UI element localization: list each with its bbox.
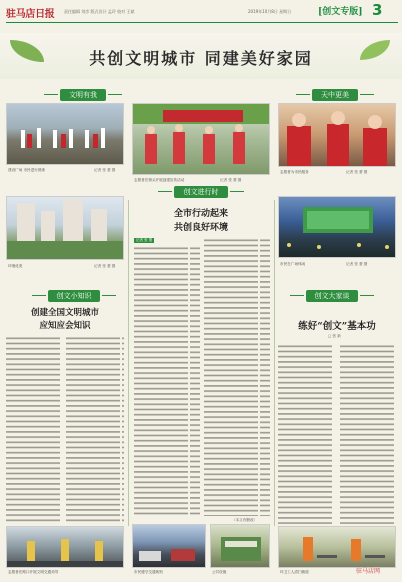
knowledge-text-column [66, 336, 124, 524]
photo-credit: 记者 张 蕾 摄 [346, 170, 368, 174]
article-author-tag: 记者 张 蕾 [136, 238, 153, 242]
photo-caption: 志愿者为市民服务 [280, 170, 309, 174]
photo-caption: 市民在广场休闲 [280, 262, 306, 266]
page-headline: 共创文明城市 同建美好家园 [89, 49, 313, 68]
photo-public-facilities [210, 524, 270, 568]
opinion-author: □ 张 新 [328, 334, 341, 338]
masthead-rule [6, 22, 398, 23]
newspaper-logo: 驻马店日报 [6, 9, 55, 20]
photo-caption: 公共设施 [212, 570, 227, 574]
page-number: 3 [372, 1, 383, 19]
photo-traffic-volunteers [6, 526, 124, 568]
photo-figures [133, 104, 270, 175]
photo-morning-exercise [6, 103, 124, 165]
photo-street-cleaners [278, 526, 396, 568]
column-divider [128, 200, 129, 526]
text-lines [204, 238, 270, 516]
section-tag-jinxing: 创文进行时 [174, 186, 228, 198]
photo-environment [6, 196, 124, 260]
section-tag-tianzhong: 天中更美 [312, 89, 358, 101]
photo-figures [7, 104, 124, 165]
watermark: 驻马店网 [356, 568, 381, 575]
article-text-column [134, 246, 200, 516]
knowledge-title-line1: 创建全国文明城市 [30, 308, 99, 318]
photo-screen [279, 197, 396, 258]
photo-credit: 记者 张 蕾 摄 [94, 168, 116, 172]
issue-date: 2019年10月8日 星期日 [248, 9, 292, 14]
photo-credit: 记者 张 蕾 摄 [220, 178, 242, 182]
photo-caption: 环卫工人清扫街道 [280, 570, 309, 574]
photo-figures [279, 104, 396, 167]
photo-caption: 志愿者在街头开展创建宣传活动 [134, 178, 185, 182]
photo-caption: 建设广场 市民进行晨练 [8, 168, 46, 172]
knowledge-text-column [6, 336, 62, 524]
article-end-tag: （本文有删改） [232, 518, 258, 522]
article-text-column [204, 238, 270, 516]
knowledge-title-line2: 应知应会知识 [39, 321, 91, 331]
photo-traffic [132, 524, 206, 568]
section-tag-zhishi: 创文小知识 [48, 290, 100, 302]
photo-credit: 记者 张 蕾 摄 [94, 264, 116, 268]
opinion-text-column [340, 344, 396, 524]
photo-credit: 记者 张 蕾 摄 [346, 262, 368, 266]
section-label: [创文专版] [318, 7, 363, 17]
opinion-text-column [278, 344, 334, 524]
photo-figures [7, 527, 124, 568]
text-lines [134, 246, 200, 516]
photo-cars [133, 525, 206, 568]
photo-figures [279, 527, 396, 568]
masthead [0, 0, 402, 28]
photo-buildings [7, 197, 124, 260]
photo-caption: 市民遵守交通规则 [134, 570, 163, 574]
text-lines [340, 344, 396, 524]
opinion-title: 练好“创文”基本功 [298, 321, 376, 332]
photo-volunteer-service [278, 103, 396, 167]
article-title-line2: 共创良好环境 [173, 223, 228, 233]
text-lines [278, 344, 334, 524]
editor-credits: 责任编辑 刘彦 版式设计 孟玲 校对 王斌 [64, 9, 135, 14]
photo-square-night [278, 196, 396, 258]
photo-volunteers-street [132, 103, 270, 175]
photo-caption: 志愿者在路口开展文明交通劝导 [8, 570, 59, 574]
text-lines [66, 336, 124, 524]
section-tag-dajiatan: 创文大家谈 [306, 290, 358, 302]
column-divider [274, 200, 275, 526]
photo-facility [211, 525, 270, 568]
section-tag-wenming: 文明有我 [60, 89, 106, 101]
article-title-line1: 全市行动起来 [173, 209, 228, 219]
text-lines [6, 336, 62, 524]
photo-caption: 环境优美 [8, 264, 23, 268]
